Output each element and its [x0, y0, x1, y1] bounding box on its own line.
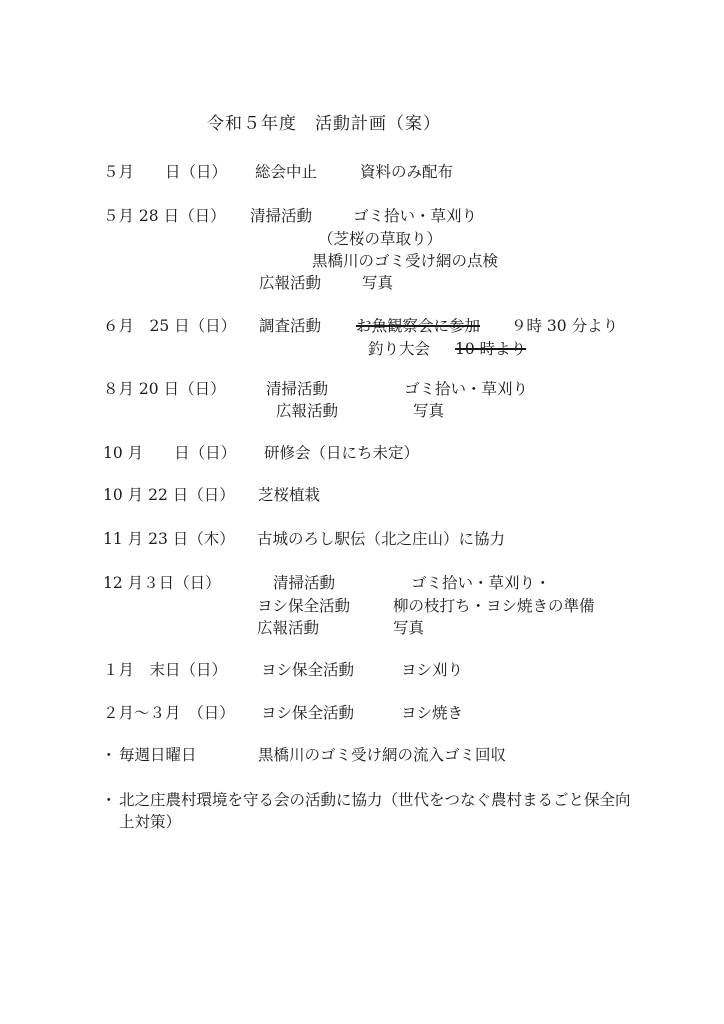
entry-detail: ヨシ刈り [401, 661, 464, 679]
entry-detail: ９時 30 分より [511, 317, 619, 335]
document-title: 令和５年度 活動計画（案） [207, 114, 441, 134]
entry-activity: 清掃活動 [273, 574, 336, 592]
entry-activity: ヨシ保全活動 [261, 661, 355, 679]
entry-activity: 芝桜植栽 [258, 486, 321, 504]
entry-detail: 黒橋川のゴミ受け網の点検 [312, 252, 499, 270]
entry-activity: 古城のろし駅伝（北之庄山）に協力 [257, 530, 506, 548]
entry-detail: 写真 [413, 402, 445, 420]
entry-date: ８月 20 日（日） [103, 380, 226, 398]
entry-detail: ヨシ焼き [401, 704, 464, 722]
entry-activity: 清掃活動 [266, 380, 329, 398]
entry-date: ５月 日（日） [103, 163, 228, 181]
bullet-mark: ・ [101, 746, 117, 764]
entry-activity: 研修会（日にち未定） [264, 444, 420, 462]
entry-activity: 広報活動 [276, 402, 339, 420]
entry-activity: 広報活動 [259, 274, 322, 292]
entry-activity: 清掃活動 [250, 207, 313, 225]
struck-text: 10 時より [455, 340, 527, 358]
entry-detail: （芝桜の草取り） [318, 230, 443, 248]
entry-date: 11 月 23 日（木） [103, 530, 235, 548]
bullet-mark: ・ [101, 791, 117, 809]
entry-date: 10 月 日（日） [103, 444, 237, 462]
entry-detail: 柳の枝打ち・ヨシ焼きの準備 [393, 597, 595, 615]
entry-detail: ゴミ拾い・草刈り [404, 380, 529, 398]
entry-activity: 広報活動 [257, 619, 320, 637]
entry-date: 10 月 22 日（日） [103, 486, 235, 504]
entry-date: ２月～３月 （日） [103, 704, 235, 722]
entry-detail: ゴミ拾い・草刈り・ [411, 574, 551, 592]
entry-activity: 調査活動 [259, 317, 322, 335]
entry-detail: 資料のみ配布 [360, 163, 454, 181]
entry-activity: ヨシ保全活動 [261, 704, 355, 722]
entry-date: 12 月３日（日） [103, 574, 221, 592]
bullet-text: 北之庄農村環境を守る会の活動に協力（世代をつなぐ農村まるごと保全向上対策） [119, 791, 631, 831]
struck-text: お魚観察会に参加 [356, 317, 481, 335]
entry-activity: 釣り大会 [368, 340, 431, 358]
entry-detail: 写真 [362, 274, 394, 292]
entry-detail: ゴミ拾い・草刈り [353, 207, 478, 225]
entry-date: ５月 28 日（日） [103, 207, 226, 225]
entry-activity: ヨシ保全活動 [257, 597, 351, 615]
bullet-label: 毎週日曜日 [119, 746, 197, 764]
entry-activity: 総会中止 [255, 163, 318, 181]
entry-date: １月 末日（日） [103, 661, 228, 679]
entry-date: ６月 25 日（日） [103, 317, 237, 335]
bullet-text: 黒橋川のゴミ受け網の流入ゴミ回収 [258, 746, 507, 764]
entry-detail: 写真 [393, 619, 425, 637]
